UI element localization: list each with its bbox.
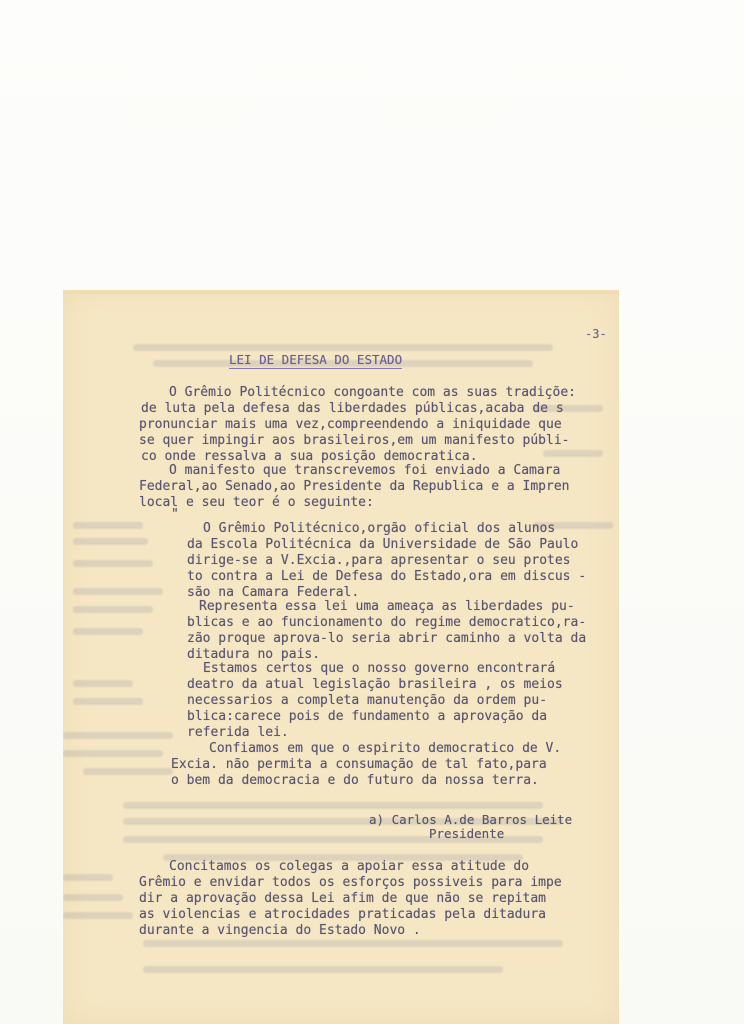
text-line: Estamos certos que o nosso governo encontrará (203, 661, 556, 676)
text-line: O Grêmio Politécnico congoante com as suas tradiçõe: (169, 385, 576, 400)
text-line: o bem da democracia e do futuro da nossa terra. (171, 773, 539, 788)
text-line: Grêmio e envidar todos os esforços possiveis para impe (139, 875, 562, 890)
signature-name: a) Carlos A.de Barros Leite (369, 812, 573, 827)
text-line: da Escola Politécnica da Universidade de São Paulo (187, 537, 579, 552)
text-line: referida lei. (187, 725, 289, 740)
text-line: ditadura no pais. (187, 647, 321, 662)
text-line: Federal,ao Senado,ao Presidente da Republica e a Impren (139, 479, 570, 494)
text-line: dirige-se a V.Excia.,para apresentar o seu protes (187, 553, 571, 568)
text-line: O manifesto que transcrevemos foi enviado a Camara (169, 463, 561, 478)
text-line: co onde ressalva a sua posição democratica. (141, 449, 478, 464)
page-number: -3- (585, 327, 607, 341)
text-line: to contra a Lei de Defesa do Estado,ora em discus - (187, 569, 587, 584)
open-quote: " (171, 507, 179, 522)
document-title: LEI DE DEFESA DO ESTADO (229, 352, 403, 367)
text-line: Representa essa lei uma ameaça as liberdades pu- (199, 599, 575, 614)
text-line: se quer impingir aos brasileiros,em um manifesto públi- (139, 433, 570, 448)
text-line: são na Camara Federal. (187, 585, 360, 600)
text-line: zão proque aprova-lo seria abrir caminho a volta da (187, 631, 587, 646)
text-line: durante a vingencia do Estado Novo . (139, 923, 421, 938)
text-line: blicas e ao funcionamento do regime democratico,ra- (187, 615, 587, 630)
text-line: Excia. não permita a consumação de tal fato,para (171, 757, 547, 772)
text-line: deatro da atual legislação brasileira , os meios (187, 677, 563, 692)
text-line: Confiamos em que o espirito democratico de V. (209, 741, 562, 756)
text-line: as violencias e atrocidades praticadas pela ditadura (139, 907, 546, 922)
text-line: O Grêmio Politécnico,orgão oficial dos alunos (203, 521, 556, 536)
text-line: necessarios a completa manutenção da ordem pu- (187, 693, 548, 708)
text-line: dir a aprovação dessa Lei afim de que não se repitam (139, 891, 546, 906)
text-line: blica:carece pois de fundamento a aprovação da (187, 709, 548, 724)
text-line: pronunciar mais uma vez,compreendendo a iniquidade que (139, 417, 562, 432)
typewritten-sheet (63, 290, 619, 1024)
signature-title: Presidente (429, 826, 505, 841)
text-line: local e seu teor é o seguinte: (139, 495, 374, 510)
text-line: de luta pela defesa das liberdades públicas,acaba de s (141, 401, 564, 416)
text-line: Concitamos os colegas a apoiar essa atitude do (169, 859, 530, 874)
